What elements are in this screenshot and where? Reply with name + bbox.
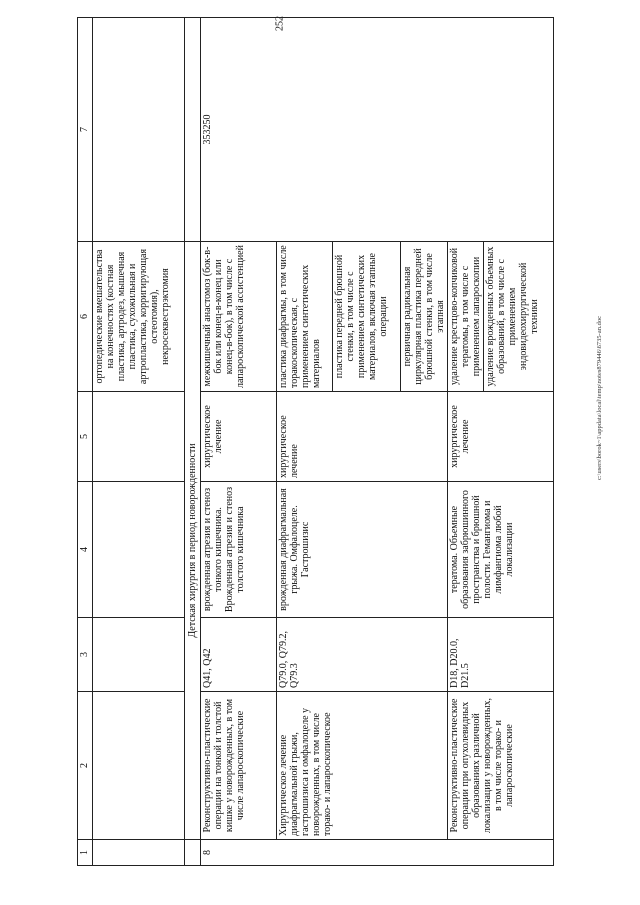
row2-type: хирургическое лечение [277,392,448,482]
header-col-3: 3 [78,618,93,692]
continuation-row [93,18,185,866]
group-number: 8 [201,840,554,866]
row3-codes: D18, D20.0, D21.5 [448,618,554,692]
footer-file-path: c:\users\borok~1\appdata\local\temp\notes879446\6735-an.doc [596,316,603,480]
row3-type: хирургическое лечение [448,392,554,482]
continuation-method: ортопедические вмешательства на конечностях (костная пластика, артродез, мышечная пластика, сухожильная и артропластика, корригирующая остеотомия), некросеквестрэктомия [93,242,185,392]
header-col-4: 4 [78,482,93,618]
row1-name: Реконструктивно-пластические операции на тонкой и толстой кишке у новорожденных, в том числе лапароскопические [201,692,277,840]
page-number: 252 [274,16,286,31]
row1-method: межкишечный анастомоз (бок-в-бок или конец-в-конец или конец-в-бок), в том числе с лапароскопической ассистенцией [201,242,277,392]
row3-name: Реконструктивно-пластические операции при опухолевидных образованиях различной локализации у новорожденных, в том числе торако- и лапароскопические [448,692,554,840]
table-row [201,18,277,866]
rotated-table-container [77,18,615,866]
row1-type: хирургическое лечение [201,392,277,482]
price-value: 353250 [201,18,554,242]
row2-method-1: пластика диафрагмы, в том числе торакоскопическая, с применением синтетических материалов [277,242,333,392]
header-col-6: 6 [78,242,93,392]
header-col-1: 1 [78,840,93,866]
document-sheet [77,18,615,866]
row2-codes: Q79.0, Q79.2, Q79.3 [277,618,448,692]
row1-codes: Q41, Q42 [201,618,277,692]
procedures-table [77,17,554,866]
row3-method-1: удаление крестцово-копчиковой тератомы, в том числе с применением лапароскопии [448,242,484,392]
section-title: Детская хирургия в период новорожденности [185,242,201,840]
header-col-2: 2 [78,692,93,840]
row1-model: врожденная атрезия и стеноз тонкого кишечника. Врожденная атрезия и стеноз толстого кишечника [201,482,277,618]
row2-model: врожденная диафрагмальная грыжа. Омфалоцеле. Гастрошизис [277,482,448,618]
header-col-5: 5 [78,392,93,482]
section-row [185,18,201,866]
row2-method-3: первичная радикальная циркулярная пластика передней брюшной стенки, в том числе этапная [401,242,448,392]
row3-model: тератома. Объемные образования забрюшинного пространства и брюшной полости. Гемангиома и лимфангиома любой локализации [448,482,554,618]
row2-method-2: пластика передней брюшной стенки, в том числе с применением синтетических материалов, включая этапные операции [333,242,401,392]
header-row [78,18,93,866]
row3-method-2: удаление врожденных объемных образований, в том числе с применением эндовидеохирургической техники [484,242,554,392]
header-col-7: 7 [78,18,93,242]
row2-name: Хирургическое лечение диафрагмальной грыжи, гастрошизиса и омфалоцеле у новорожденных, в том числе торако- и лапароскопическое [277,692,448,840]
